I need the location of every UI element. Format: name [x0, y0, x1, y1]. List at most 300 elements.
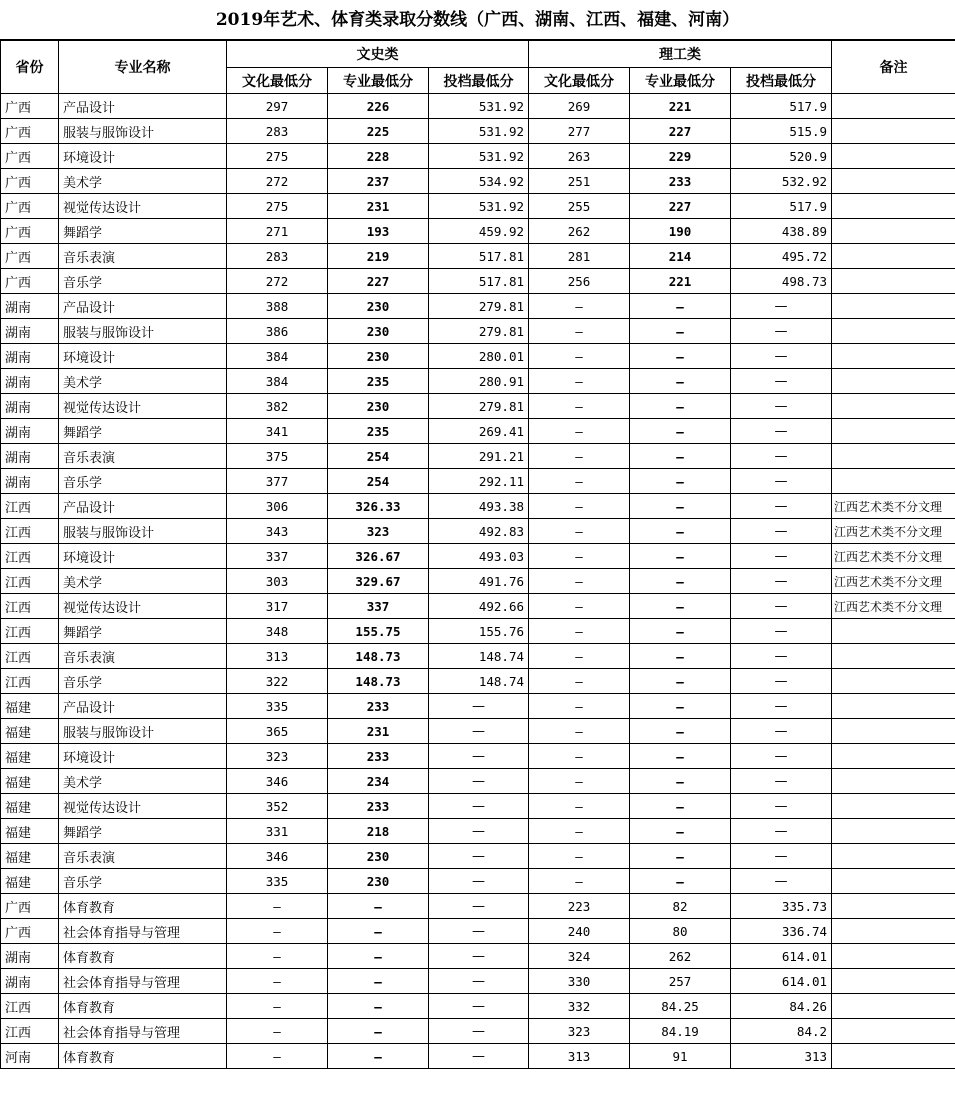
cell-province: 湖南 — [1, 444, 59, 469]
cell-wen-filing: 493.38 — [429, 494, 529, 519]
cell-major: 美术学 — [59, 369, 227, 394]
cell-wen-major: 225 — [328, 119, 429, 144]
table-row — [1, 144, 955, 169]
cell-wen-major: 329.67 — [328, 569, 429, 594]
cell-province: 福建 — [1, 794, 59, 819]
table-row — [1, 819, 955, 844]
cell-wen-filing: 155.76 — [429, 619, 529, 644]
cell-province: 福建 — [1, 844, 59, 869]
table-row — [1, 869, 955, 894]
cell-li-major: — — [630, 469, 731, 494]
cell-province: 福建 — [1, 719, 59, 744]
cell-wen-major: 237 — [328, 169, 429, 194]
cell-li-major: — — [630, 769, 731, 794]
cell-note — [832, 469, 955, 494]
cell-major: 舞蹈学 — [59, 819, 227, 844]
cell-wen-culture: 283 — [227, 244, 328, 269]
cell-major: 视觉传达设计 — [59, 794, 227, 819]
cell-li-culture: 255 — [529, 194, 630, 219]
cell-note — [832, 194, 955, 219]
cell-major: 社会体育指导与管理 — [59, 1019, 227, 1044]
cell-province: 福建 — [1, 869, 59, 894]
cell-major: 音乐表演 — [59, 844, 227, 869]
cell-wen-culture: 382 — [227, 394, 328, 419]
cell-wen-culture: 297 — [227, 94, 328, 119]
cell-wen-culture: 346 — [227, 844, 328, 869]
cell-note — [832, 1019, 955, 1044]
cell-li-major: 190 — [630, 219, 731, 244]
cell-wen-filing: 148.74 — [429, 669, 529, 694]
cell-wen-culture: 313 — [227, 644, 328, 669]
cell-note — [832, 94, 955, 119]
cell-li-culture: 281 — [529, 244, 630, 269]
cell-li-major: — — [630, 669, 731, 694]
cell-li-filing: — — [731, 344, 832, 369]
cell-major: 舞蹈学 — [59, 619, 227, 644]
cell-wen-major: 231 — [328, 194, 429, 219]
cell-note — [832, 294, 955, 319]
cell-wen-filing: 292.11 — [429, 469, 529, 494]
cell-wen-culture: 346 — [227, 769, 328, 794]
cell-note — [832, 719, 955, 744]
cell-wen-culture: 272 — [227, 169, 328, 194]
cell-major: 环境设计 — [59, 344, 227, 369]
table-row — [1, 644, 955, 669]
cell-wen-major: 148.73 — [328, 644, 429, 669]
cell-wen-major: 234 — [328, 769, 429, 794]
cell-wen-filing: 517.81 — [429, 269, 529, 294]
cell-li-culture: 332 — [529, 994, 630, 1019]
table-row — [1, 594, 955, 619]
table-row — [1, 469, 955, 494]
cell-major: 体育教育 — [59, 944, 227, 969]
cell-wen-major: 230 — [328, 319, 429, 344]
header-wen-filing: 投档最低分 — [429, 68, 529, 94]
cell-note — [832, 119, 955, 144]
cell-note — [832, 219, 955, 244]
cell-major: 社会体育指导与管理 — [59, 969, 227, 994]
table-row — [1, 569, 955, 594]
cell-wen-culture: 343 — [227, 519, 328, 544]
cell-wen-filing: 531.92 — [429, 194, 529, 219]
cell-major: 音乐表演 — [59, 244, 227, 269]
cell-wen-culture: 303 — [227, 569, 328, 594]
cell-province: 广西 — [1, 894, 59, 919]
cell-note — [832, 794, 955, 819]
cell-major: 舞蹈学 — [59, 219, 227, 244]
cell-province: 江西 — [1, 1019, 59, 1044]
cell-major: 产品设计 — [59, 94, 227, 119]
cell-note — [832, 244, 955, 269]
cell-province: 江西 — [1, 994, 59, 1019]
cell-li-major: 82 — [630, 894, 731, 919]
cell-li-filing: — — [731, 369, 832, 394]
cell-li-filing: — — [731, 819, 832, 844]
cell-wen-major: — — [328, 919, 429, 944]
cell-wen-culture: 331 — [227, 819, 328, 844]
table-row — [1, 394, 955, 419]
cell-li-culture: — — [529, 644, 630, 669]
cell-li-culture: — — [529, 344, 630, 369]
cell-li-filing: 336.74 — [731, 919, 832, 944]
cell-wen-culture: 275 — [227, 194, 328, 219]
cell-li-culture: — — [529, 769, 630, 794]
cell-wen-culture: 352 — [227, 794, 328, 819]
cell-wen-culture: 377 — [227, 469, 328, 494]
cell-li-major: — — [630, 344, 731, 369]
header-row-groups — [1, 41, 955, 68]
cell-li-filing: — — [731, 444, 832, 469]
cell-li-culture: 269 — [529, 94, 630, 119]
cell-wen-culture: 271 — [227, 219, 328, 244]
cell-li-culture: 262 — [529, 219, 630, 244]
cell-wen-culture: 335 — [227, 869, 328, 894]
cell-li-filing: — — [731, 644, 832, 669]
cell-note: 江西艺术类不分文理 — [832, 569, 955, 594]
table-row — [1, 794, 955, 819]
cell-li-filing: 532.92 — [731, 169, 832, 194]
cell-wen-filing: — — [429, 919, 529, 944]
cell-li-culture: 313 — [529, 1044, 630, 1069]
table-row — [1, 769, 955, 794]
cell-province: 福建 — [1, 744, 59, 769]
cell-province: 江西 — [1, 644, 59, 669]
cell-wen-filing: 492.66 — [429, 594, 529, 619]
cell-li-major: — — [630, 544, 731, 569]
cell-li-filing: 438.89 — [731, 219, 832, 244]
cell-li-major: — — [630, 319, 731, 344]
table-row — [1, 694, 955, 719]
cell-wen-culture: — — [227, 919, 328, 944]
cell-li-culture: 277 — [529, 119, 630, 144]
cell-province: 广西 — [1, 94, 59, 119]
cell-major: 社会体育指导与管理 — [59, 919, 227, 944]
cell-wen-filing: — — [429, 744, 529, 769]
cell-wen-culture: — — [227, 944, 328, 969]
cell-wen-filing: — — [429, 844, 529, 869]
cell-wen-culture: 275 — [227, 144, 328, 169]
cell-wen-filing: — — [429, 969, 529, 994]
cell-wen-major: 155.75 — [328, 619, 429, 644]
cell-major: 视觉传达设计 — [59, 394, 227, 419]
header-wen-culture: 文化最低分 — [227, 68, 328, 94]
cell-wen-filing: — — [429, 894, 529, 919]
cell-li-filing: 517.9 — [731, 94, 832, 119]
cell-wen-major: — — [328, 994, 429, 1019]
cell-li-culture: — — [529, 594, 630, 619]
cell-wen-filing: — — [429, 719, 529, 744]
cell-note — [832, 944, 955, 969]
cell-province: 湖南 — [1, 294, 59, 319]
cell-wen-major: 228 — [328, 144, 429, 169]
cell-wen-filing: 291.21 — [429, 444, 529, 469]
cell-li-filing: — — [731, 619, 832, 644]
table-row — [1, 619, 955, 644]
cell-li-major: — — [630, 419, 731, 444]
cell-li-major: 227 — [630, 119, 731, 144]
cell-wen-filing: 279.81 — [429, 394, 529, 419]
cell-major: 舞蹈学 — [59, 419, 227, 444]
cell-wen-culture: 306 — [227, 494, 328, 519]
cell-li-culture: — — [529, 494, 630, 519]
cell-wen-major: 148.73 — [328, 669, 429, 694]
cell-li-culture: — — [529, 369, 630, 394]
cell-li-filing: — — [731, 394, 832, 419]
cell-li-culture: 263 — [529, 144, 630, 169]
cell-major: 体育教育 — [59, 894, 227, 919]
cell-province: 湖南 — [1, 394, 59, 419]
cell-li-filing: — — [731, 719, 832, 744]
cell-province: 江西 — [1, 594, 59, 619]
cell-note — [832, 919, 955, 944]
cell-wen-major: 233 — [328, 744, 429, 769]
cell-province: 广西 — [1, 269, 59, 294]
cell-li-major: — — [630, 519, 731, 544]
cell-wen-culture: 384 — [227, 344, 328, 369]
cell-li-culture: — — [529, 419, 630, 444]
table-row — [1, 119, 955, 144]
table-row — [1, 969, 955, 994]
cell-wen-filing: — — [429, 1019, 529, 1044]
cell-li-major: — — [630, 844, 731, 869]
cell-li-culture: 324 — [529, 944, 630, 969]
cell-wen-culture: — — [227, 969, 328, 994]
cell-major: 音乐表演 — [59, 444, 227, 469]
cell-li-filing: — — [731, 494, 832, 519]
cell-li-major: 221 — [630, 94, 731, 119]
cell-li-culture: 330 — [529, 969, 630, 994]
cell-note — [832, 394, 955, 419]
cell-note — [832, 444, 955, 469]
header-group-li: 理工类 — [529, 41, 832, 68]
cell-li-filing: — — [731, 519, 832, 544]
cell-wen-major: 230 — [328, 394, 429, 419]
cell-wen-culture: 335 — [227, 694, 328, 719]
table-row — [1, 844, 955, 869]
cell-wen-filing: — — [429, 794, 529, 819]
cell-wen-filing: 491.76 — [429, 569, 529, 594]
cell-li-major: — — [630, 819, 731, 844]
cell-wen-culture: 365 — [227, 719, 328, 744]
cell-note — [832, 894, 955, 919]
table-row — [1, 344, 955, 369]
cell-li-filing: — — [731, 544, 832, 569]
cell-major: 美术学 — [59, 769, 227, 794]
cell-li-major: — — [630, 594, 731, 619]
cell-wen-major: 218 — [328, 819, 429, 844]
table-row — [1, 894, 955, 919]
cell-li-culture: 323 — [529, 1019, 630, 1044]
cell-li-culture: — — [529, 819, 630, 844]
table-row — [1, 544, 955, 569]
cell-wen-major: — — [328, 894, 429, 919]
cell-wen-filing: 280.91 — [429, 369, 529, 394]
cell-note — [832, 144, 955, 169]
header-li-major: 专业最低分 — [630, 68, 731, 94]
cell-wen-culture: 322 — [227, 669, 328, 694]
header-note: 备注 — [832, 41, 955, 94]
cell-note — [832, 969, 955, 994]
cell-wen-major: — — [328, 1044, 429, 1069]
cell-note — [832, 669, 955, 694]
cell-li-filing: 614.01 — [731, 969, 832, 994]
cell-li-major: — — [630, 569, 731, 594]
cell-province: 广西 — [1, 144, 59, 169]
cell-wen-major: 230 — [328, 844, 429, 869]
table-row — [1, 269, 955, 294]
cell-wen-filing: 148.74 — [429, 644, 529, 669]
cell-wen-filing: — — [429, 869, 529, 894]
cell-li-filing: 498.73 — [731, 269, 832, 294]
cell-province: 广西 — [1, 194, 59, 219]
cell-li-filing: — — [731, 869, 832, 894]
cell-province: 江西 — [1, 494, 59, 519]
cell-major: 音乐学 — [59, 469, 227, 494]
cell-major: 视觉传达设计 — [59, 194, 227, 219]
cell-wen-filing: — — [429, 769, 529, 794]
cell-wen-major: 235 — [328, 369, 429, 394]
cell-li-filing: — — [731, 769, 832, 794]
cell-li-major: — — [630, 394, 731, 419]
cell-province: 广西 — [1, 919, 59, 944]
cell-li-major: 229 — [630, 144, 731, 169]
cell-note — [832, 369, 955, 394]
table-row — [1, 1044, 955, 1069]
cell-province: 江西 — [1, 569, 59, 594]
cell-major: 环境设计 — [59, 544, 227, 569]
cell-note — [832, 644, 955, 669]
cell-li-filing: 517.9 — [731, 194, 832, 219]
table-row — [1, 319, 955, 344]
cell-province: 河南 — [1, 1044, 59, 1069]
cell-province: 广西 — [1, 244, 59, 269]
cell-note — [832, 269, 955, 294]
cell-wen-filing: — — [429, 994, 529, 1019]
cell-li-filing: 520.9 — [731, 144, 832, 169]
cell-note — [832, 869, 955, 894]
cell-wen-filing: — — [429, 694, 529, 719]
cell-li-filing: — — [731, 319, 832, 344]
cell-province: 广西 — [1, 169, 59, 194]
cell-li-major: 214 — [630, 244, 731, 269]
cell-wen-major: 254 — [328, 469, 429, 494]
cell-li-major: — — [630, 369, 731, 394]
cell-province: 福建 — [1, 769, 59, 794]
table-row — [1, 744, 955, 769]
cell-li-major: — — [630, 694, 731, 719]
cell-wen-filing: 459.92 — [429, 219, 529, 244]
cell-li-filing: — — [731, 594, 832, 619]
cell-major: 服装与服饰设计 — [59, 519, 227, 544]
cell-li-culture: — — [529, 394, 630, 419]
header-major: 专业名称 — [59, 41, 227, 94]
cell-note: 江西艺术类不分文理 — [832, 544, 955, 569]
cell-li-filing: — — [731, 694, 832, 719]
cell-li-filing: — — [731, 294, 832, 319]
table-row — [1, 94, 955, 119]
cell-wen-culture: 283 — [227, 119, 328, 144]
cell-li-filing: — — [731, 844, 832, 869]
cell-note: 江西艺术类不分文理 — [832, 494, 955, 519]
cell-major: 产品设计 — [59, 494, 227, 519]
cell-major: 服装与服饰设计 — [59, 119, 227, 144]
cell-wen-filing: 531.92 — [429, 94, 529, 119]
table-row — [1, 444, 955, 469]
cell-major: 产品设计 — [59, 694, 227, 719]
cell-province: 江西 — [1, 619, 59, 644]
cell-wen-major: 231 — [328, 719, 429, 744]
header-li-culture: 文化最低分 — [529, 68, 630, 94]
cell-li-culture: — — [529, 294, 630, 319]
table-row — [1, 219, 955, 244]
cell-wen-filing: 517.81 — [429, 244, 529, 269]
cell-province: 湖南 — [1, 969, 59, 994]
table-row — [1, 369, 955, 394]
cell-wen-culture: 341 — [227, 419, 328, 444]
table-row — [1, 669, 955, 694]
cell-note — [832, 319, 955, 344]
cell-li-filing: — — [731, 569, 832, 594]
cell-wen-major: 326.33 — [328, 494, 429, 519]
cell-wen-culture: 348 — [227, 619, 328, 644]
cell-note: 江西艺术类不分文理 — [832, 519, 955, 544]
cell-li-culture: 256 — [529, 269, 630, 294]
cell-wen-major: 219 — [328, 244, 429, 269]
cell-note — [832, 694, 955, 719]
cell-wen-filing: 493.03 — [429, 544, 529, 569]
table-row — [1, 494, 955, 519]
cell-note — [832, 169, 955, 194]
cell-li-culture: — — [529, 844, 630, 869]
cell-li-filing: 614.01 — [731, 944, 832, 969]
cell-wen-major: 226 — [328, 94, 429, 119]
cell-wen-major: 337 — [328, 594, 429, 619]
cell-li-major: — — [630, 644, 731, 669]
cell-note — [832, 819, 955, 844]
cell-wen-culture: 388 — [227, 294, 328, 319]
cell-note: 江西艺术类不分文理 — [832, 594, 955, 619]
cell-province: 湖南 — [1, 369, 59, 394]
cell-wen-major: 233 — [328, 794, 429, 819]
cell-wen-culture: 386 — [227, 319, 328, 344]
cell-major: 服装与服饰设计 — [59, 719, 227, 744]
cell-li-culture: — — [529, 444, 630, 469]
cell-wen-filing: 531.92 — [429, 144, 529, 169]
cell-wen-filing: 279.81 — [429, 294, 529, 319]
cell-li-filing: — — [731, 669, 832, 694]
cell-li-culture: — — [529, 319, 630, 344]
header-province: 省份 — [1, 41, 59, 94]
cell-province: 湖南 — [1, 319, 59, 344]
cell-note — [832, 994, 955, 1019]
cell-li-culture: — — [529, 869, 630, 894]
cell-li-major: 84.19 — [630, 1019, 731, 1044]
cell-major: 视觉传达设计 — [59, 594, 227, 619]
cell-wen-major: — — [328, 944, 429, 969]
cell-li-culture: — — [529, 469, 630, 494]
cell-li-major: — — [630, 744, 731, 769]
cell-li-culture: — — [529, 794, 630, 819]
cell-li-major: — — [630, 294, 731, 319]
cell-li-culture: — — [529, 694, 630, 719]
cell-wen-major: 326.67 — [328, 544, 429, 569]
cell-wen-major: 254 — [328, 444, 429, 469]
cell-province: 湖南 — [1, 469, 59, 494]
cell-li-culture: — — [529, 519, 630, 544]
table-row — [1, 919, 955, 944]
cell-li-filing: 495.72 — [731, 244, 832, 269]
cell-li-culture: — — [529, 719, 630, 744]
